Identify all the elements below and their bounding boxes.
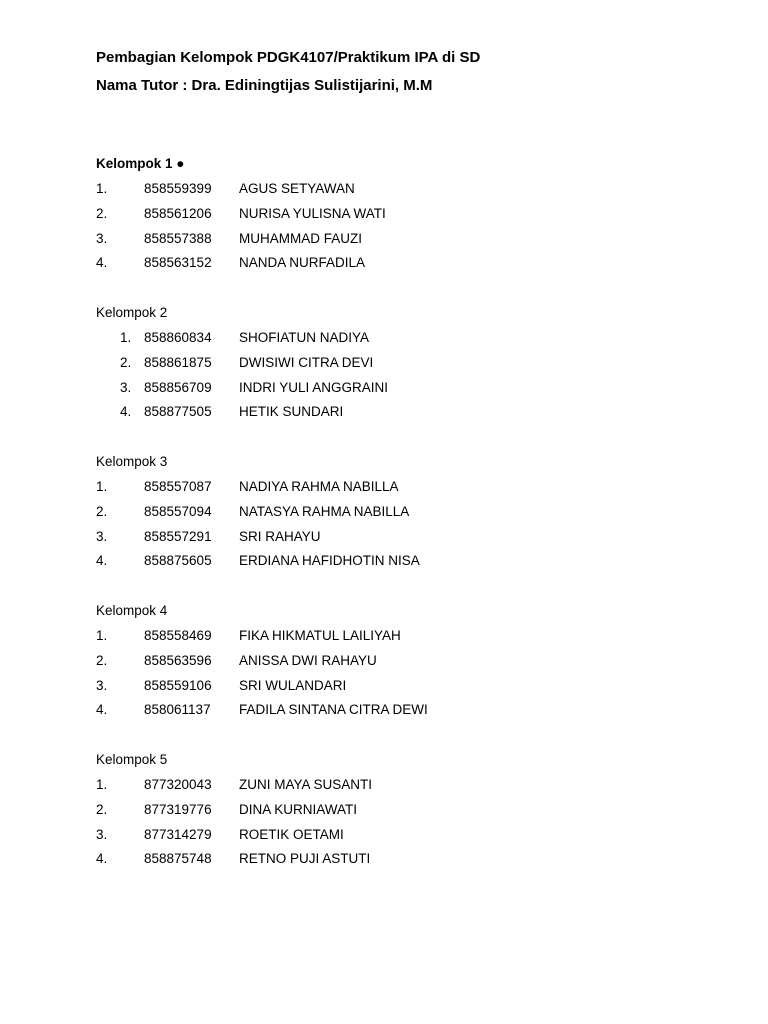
group-2 [96, 302, 696, 426]
student-id: 858557291 [144, 528, 212, 544]
student-name: NURISA YULISNA WATI [239, 205, 386, 221]
item-number: 2. [96, 503, 108, 519]
student-name: ROETIK OETAMI [239, 826, 344, 842]
item-number: 3. [96, 230, 108, 246]
student-id: 858563152 [144, 255, 212, 271]
student-name: FIKA HIKMATUL LAILIYAH [239, 628, 401, 643]
list-item [96, 550, 696, 575]
list-item [96, 252, 696, 277]
student-name: HETIK SUNDARI [239, 404, 344, 420]
group-heading: Kelompok 4 [96, 603, 168, 618]
student-name: NATASYA RAHMA NABILLA [239, 503, 410, 519]
student-name: NADIYA RAHMA NABILLA [239, 479, 399, 494]
item-number: 3. [120, 379, 132, 395]
group-3 [96, 451, 696, 575]
item-number: 3. [96, 528, 108, 544]
student-name: ERDIANA HAFIDHOTIN NISA [239, 553, 420, 569]
item-number: 3. [96, 677, 108, 693]
student-id: 858061137 [144, 702, 211, 718]
student-name: RETNO PUJI ASTUTI [239, 851, 371, 867]
item-number: 1. [96, 777, 108, 792]
student-name: AGUS SETYAWAN [239, 181, 355, 196]
list-item [96, 799, 696, 824]
list-item [96, 501, 696, 526]
document-title: Pembagian Kelompok PDGK4107/Praktikum IPA di SD [96, 49, 481, 66]
student-id: 858861875 [144, 354, 212, 370]
item-number: 1. [96, 628, 108, 643]
item-number: 2. [96, 652, 108, 668]
student-name: SRI RAHAYU [239, 528, 321, 544]
list-item [96, 625, 696, 650]
list-item [96, 824, 696, 849]
student-name: INDRI YULI ANGGRAINI [239, 379, 389, 395]
group-heading: Kelompok 3 [96, 454, 168, 469]
list-item [96, 650, 696, 675]
group-heading: Kelompok 1 ● [96, 156, 185, 171]
item-number: 4. [120, 404, 132, 420]
list-item [96, 774, 696, 799]
item-number: 3. [96, 826, 108, 842]
student-name: NANDA NURFADILA [239, 255, 366, 271]
student-name: FADILA SINTANA CITRA DEWI [239, 702, 428, 718]
student-name: SRI WULANDARI [239, 677, 347, 693]
student-id: 858559106 [144, 677, 212, 693]
student-id: 858563596 [144, 652, 212, 668]
student-name: DWISIWI CITRA DEVI [239, 354, 374, 370]
student-id: 877319776 [144, 801, 212, 817]
student-id: 858558469 [144, 628, 212, 643]
student-id: 858856709 [144, 379, 212, 395]
student-id: 877314279 [144, 826, 212, 842]
item-number: 4. [96, 702, 108, 718]
student-id: 877320043 [144, 777, 212, 792]
list-item [96, 327, 696, 352]
student-name: ANISSA DWI RAHAYU [239, 652, 377, 668]
item-number: 1. [120, 330, 132, 345]
list-item [96, 377, 696, 402]
group-heading: Kelompok 5 [96, 752, 168, 767]
list-item [96, 476, 696, 501]
item-number: 4. [96, 851, 108, 867]
student-id: 858561206 [144, 205, 212, 221]
student-id: 858557388 [144, 230, 212, 246]
list-item [96, 178, 696, 203]
list-item [96, 848, 696, 873]
group-1 [96, 153, 696, 277]
student-name: SHOFIATUN NADIYA [239, 330, 370, 345]
list-item [96, 699, 696, 724]
list-item [96, 352, 696, 377]
item-number: 1. [96, 181, 108, 196]
student-id: 858557094 [144, 503, 212, 519]
list-item [96, 203, 696, 228]
student-id: 858875605 [144, 553, 212, 569]
student-name: DINA KURNIAWATI [239, 801, 358, 817]
group-5 [96, 749, 696, 873]
student-id: 858877505 [144, 404, 212, 420]
list-item [96, 675, 696, 700]
student-id: 858559399 [144, 181, 212, 196]
item-number: 2. [96, 205, 108, 221]
student-id: 858875748 [144, 851, 212, 867]
student-name: MUHAMMAD FAUZI [239, 230, 362, 246]
student-id: 858557087 [144, 479, 212, 494]
tutor-name: Nama Tutor : Dra. Ediningtijas Sulistijarini, M.M [96, 77, 433, 94]
student-id: 858860834 [144, 330, 212, 345]
list-item [96, 526, 696, 551]
list-item [96, 228, 696, 253]
list-item [96, 401, 696, 426]
item-number: 1. [96, 479, 108, 494]
item-number: 2. [120, 354, 132, 370]
item-number: 2. [96, 801, 108, 817]
student-name: ZUNI MAYA SUSANTI [239, 777, 373, 792]
item-number: 4. [96, 255, 108, 271]
group-4 [96, 600, 696, 724]
group-heading: Kelompok 2 [96, 305, 168, 320]
item-number: 4. [96, 553, 108, 569]
